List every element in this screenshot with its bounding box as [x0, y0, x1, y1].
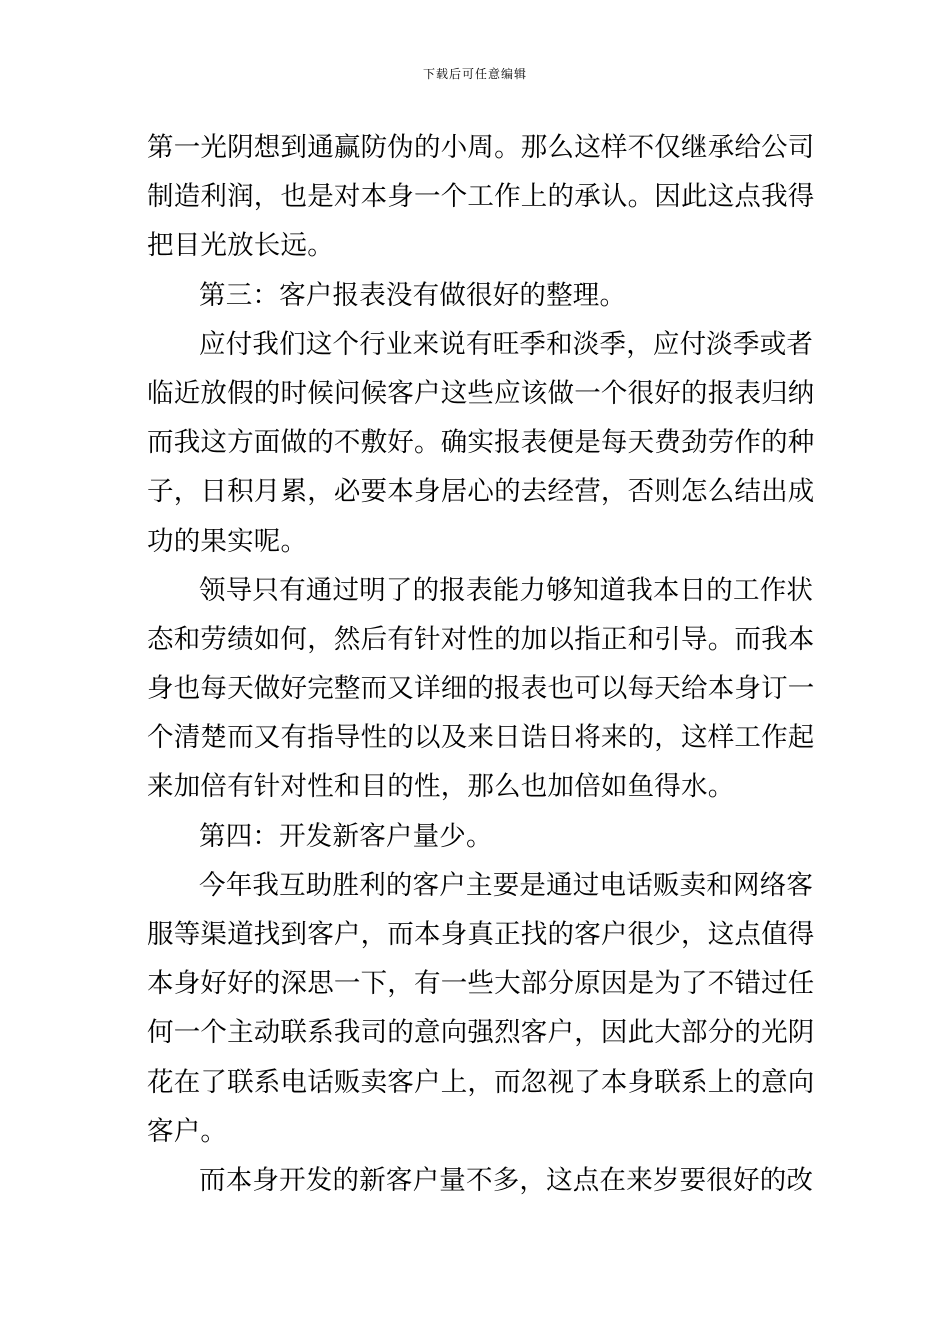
text-line: 制造利润，也是对本身一个工作上的承认。因此这点我得 [147, 181, 815, 213]
text-line: 领导只有通过明了的报表能力够知道我本日的工作状 [199, 574, 814, 606]
text-line: 功的果实呢。 [147, 525, 308, 557]
text-line: 服等渠道找到客户，而本身真正找的客户很少，这点值得 [147, 919, 815, 950]
text-line: 第一光阴想到通赢防伪的小周。那么这样不仅继承给公司 [147, 132, 815, 163]
page-header: 下载后可任意编辑 [422, 67, 527, 81]
text-line: 今年我互助胜利的客户主要是通过电话贩卖和网络客 [199, 869, 814, 901]
text-line: 临近放假的时候问候客户这些应该做一个很好的报表归纳 [147, 377, 815, 409]
section-heading: 第三：客户报表没有做很好的整理。 [199, 279, 627, 311]
section-heading: 第四：开发新客户量少。 [199, 820, 493, 852]
text-line: 本身好好的深思一下，有一些大部分原因是为了不错过任 [147, 968, 815, 1000]
text-line: 个清楚而又有指导性的以及来日诰日将来的，这样工作起 [147, 722, 815, 754]
text-line: 应付我们这个行业来说有旺季和淡季，应付淡季或者 [199, 328, 814, 360]
document-body [147, 123, 815, 1205]
text-line: 子，日积月累，必要本身居心的去经营，否则怎么结出成 [147, 476, 815, 508]
text-line: 来加倍有针对性和目的性，那么也加倍如鱼得水。 [147, 771, 735, 803]
text-line: 花在了联系电话贩卖客户上，而忽视了本身联系上的意向 [147, 1066, 815, 1098]
text-line: 何一个主动联系我司的意向强烈客户，因此大部分的光阴 [147, 1017, 815, 1049]
text-line: 态和劳绩如何，然后有针对性的加以指正和引导。而我本 [147, 623, 815, 655]
text-line: 身也每天做好完整而又详细的报表也可以每天给本身订一 [147, 673, 815, 705]
text-line: 客户。 [147, 1115, 228, 1147]
text-line: 把目光放长远。 [147, 230, 334, 262]
text-line: 而本身开发的新客户量不多，这点在来岁要很好的改 [199, 1164, 814, 1196]
text-line: 而我这方面做的不敷好。确实报表便是每天费劲劳作的种 [147, 427, 815, 459]
